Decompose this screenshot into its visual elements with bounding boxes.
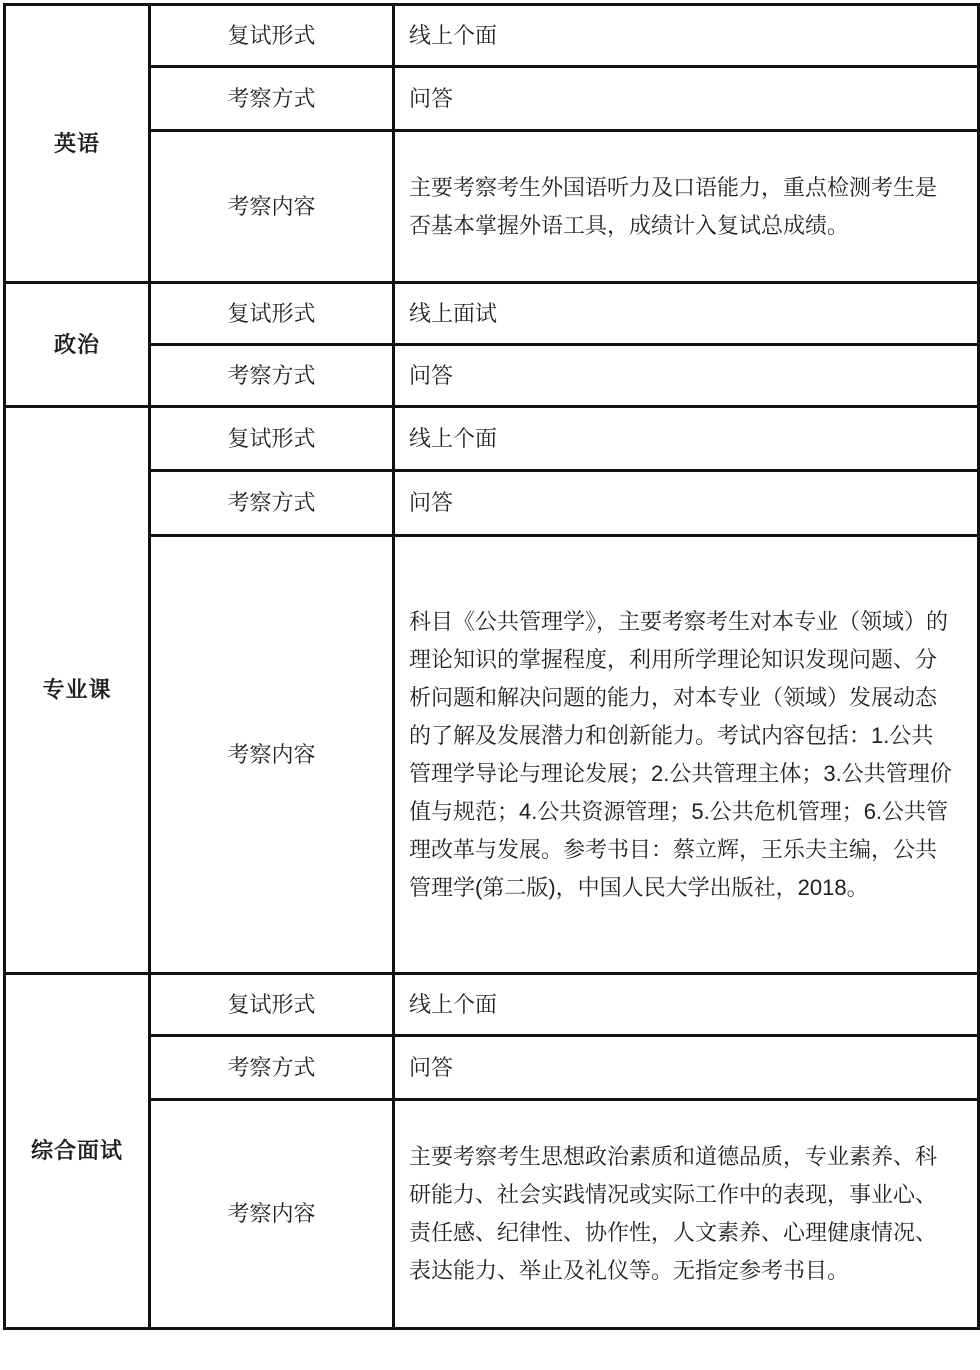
row-label: 考察方式 [150,471,394,536]
row-label: 考察内容 [150,536,394,974]
row-value: 主要考察考生思想政治素质和道德品质，专业素养、科研能力、社会实践情况或实际工作中的表现，事业心、责任感、纪律性、协作性，人文素养、心理健康情况、表达能力、举止及礼仪等。无指定参考书目。 [394,1100,979,1329]
row-value: 主要考察考生外国语听力及口语能力，重点检测考生是否基本掌握外语工具，成绩计入复试总成绩。 [394,131,979,283]
row-value: 问答 [394,345,979,407]
row-value: 问答 [394,471,979,536]
table-row [5,974,979,1036]
table-row [5,345,979,407]
row-label: 复试形式 [150,407,394,471]
table-row [5,5,979,67]
table-row [5,536,979,974]
table-row [5,471,979,536]
row-label: 考察方式 [150,345,394,407]
row-value: 科目《公共管理学》，主要考察考生对本专业（领域）的理论知识的掌握程度，利用所学理论知识发现问题、分析问题和解决问题的能力，对本专业（领域）发展动态的了解及发展潜力和创新能力。考试内容包括：1.公共管理学导论与理论发展；2.公共管理主体；3.公共管理价值与规范；4.公共资源管理；5.公共危机管理；6.公共管理改革与发展。参考书目：蔡立辉，王乐夫主编，公共管理学(第二版)，中国人民大学出版社，2018。 [394,536,979,974]
row-label: 复试形式 [150,283,394,345]
row-value: 线上个面 [394,407,979,471]
row-label: 复试形式 [150,974,394,1036]
row-label: 考察内容 [150,1100,394,1329]
table-row [5,131,979,283]
table-row [5,283,979,345]
row-label: 复试形式 [150,5,394,67]
table-row [5,1100,979,1329]
subject-cell-english: 英语 [5,5,150,283]
row-value: 线上个面 [394,974,979,1036]
row-value: 线上个面 [394,5,979,67]
row-label: 考察方式 [150,67,394,131]
row-value: 问答 [394,67,979,131]
table-row [5,1036,979,1100]
table-row [5,67,979,131]
review-subjects-table [3,3,980,1330]
row-label: 考察内容 [150,131,394,283]
subject-cell-comprehensive-interview: 综合面试 [5,974,150,1329]
subject-cell-politics: 政治 [5,283,150,407]
table-row [5,407,979,471]
row-value: 问答 [394,1036,979,1100]
row-value: 线上面试 [394,283,979,345]
subject-cell-major-course: 专业课 [5,407,150,974]
row-label: 考察方式 [150,1036,394,1100]
